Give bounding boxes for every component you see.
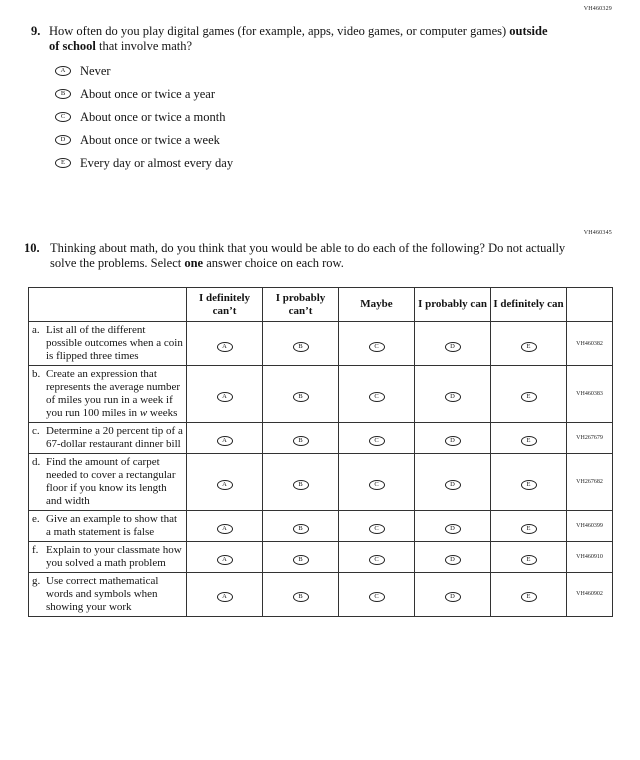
row-letter: b. bbox=[32, 368, 41, 381]
answer-bubble-e[interactable]: E bbox=[521, 392, 537, 402]
header-empty bbox=[29, 288, 187, 322]
answer-bubble-c[interactable]: C bbox=[369, 555, 385, 565]
question-9-number: 9. bbox=[31, 24, 41, 38]
answer-bubble-b[interactable]: B bbox=[293, 392, 309, 402]
answer-cell bbox=[415, 366, 491, 423]
answer-bubble-e[interactable]: E bbox=[521, 436, 537, 446]
answer-bubble-b[interactable]: B bbox=[293, 592, 309, 602]
table-row-e bbox=[29, 510, 613, 541]
row-label-cell bbox=[29, 454, 187, 511]
question-9 bbox=[31, 24, 551, 179]
option-label: About once or twice a month bbox=[80, 110, 226, 124]
table-header-row bbox=[29, 288, 613, 322]
answer-bubble-c[interactable]: C bbox=[369, 342, 385, 352]
answer-cell bbox=[263, 366, 339, 423]
question-9-text-bold: outside of school bbox=[49, 24, 548, 53]
answer-cell bbox=[491, 510, 567, 541]
question-9-options bbox=[31, 64, 551, 170]
table-row-g bbox=[29, 572, 613, 616]
row-text: Explain to your classmate how you solved a math problem bbox=[46, 543, 182, 569]
answer-matrix-table bbox=[28, 287, 613, 617]
header-definitely-cant: I definitely can’t bbox=[187, 288, 263, 322]
answer-cell bbox=[263, 423, 339, 454]
item-code: VH267679 bbox=[567, 423, 613, 454]
answer-bubble-c[interactable]: C bbox=[369, 524, 385, 534]
row-letter: d. bbox=[32, 456, 41, 468]
answer-cell bbox=[263, 541, 339, 572]
answer-bubble-a[interactable]: A bbox=[217, 392, 233, 402]
answer-bubble-c[interactable]: C bbox=[55, 112, 71, 122]
table-row-f bbox=[29, 541, 613, 572]
answer-bubble-a[interactable]: A bbox=[55, 66, 71, 76]
row-text: Find the amount of carpet needed to cover a rectangular floor if you know its length and width bbox=[46, 456, 176, 507]
answer-bubble-d[interactable]: D bbox=[445, 480, 461, 490]
item-code: VH460902 bbox=[567, 572, 613, 616]
answer-bubble-e[interactable]: E bbox=[521, 480, 537, 490]
answer-bubble-b[interactable]: B bbox=[293, 555, 309, 565]
answer-cell bbox=[339, 322, 415, 366]
answer-bubble-c[interactable]: C bbox=[369, 392, 385, 402]
row-letter: a. bbox=[32, 324, 40, 337]
table-row-b bbox=[29, 366, 613, 423]
answer-cell bbox=[491, 541, 567, 572]
answer-bubble-a[interactable]: A bbox=[217, 480, 233, 490]
row-text: Determine a 20 percent tip of a 67-dollar restaurant dinner bill bbox=[46, 425, 183, 451]
answer-cell bbox=[187, 510, 263, 541]
form-code-mid: VH460345 bbox=[583, 230, 612, 236]
answer-bubble-a[interactable]: A bbox=[217, 436, 233, 446]
item-code: VH460382 bbox=[567, 322, 613, 366]
row-label-cell bbox=[29, 541, 187, 572]
row-letter: c. bbox=[32, 425, 40, 438]
answer-cell bbox=[339, 572, 415, 616]
answer-cell bbox=[339, 454, 415, 511]
answer-cell bbox=[415, 454, 491, 511]
answer-bubble-d[interactable]: D bbox=[55, 135, 71, 145]
question-10-text-after: answer choice on each row. bbox=[203, 256, 344, 270]
q9-option-once-twice-month[interactable] bbox=[55, 110, 551, 124]
answer-bubble-d[interactable]: D bbox=[445, 392, 461, 402]
answer-cell bbox=[339, 541, 415, 572]
answer-cell bbox=[187, 366, 263, 423]
answer-cell bbox=[263, 510, 339, 541]
answer-cell bbox=[415, 322, 491, 366]
row-text-variable: w bbox=[139, 407, 148, 420]
row-text bbox=[46, 368, 183, 420]
answer-cell bbox=[263, 572, 339, 616]
answer-cell bbox=[491, 572, 567, 616]
answer-bubble-d[interactable]: D bbox=[445, 436, 461, 446]
answer-bubble-a[interactable]: A bbox=[217, 524, 233, 534]
row-label-cell bbox=[29, 423, 187, 454]
answer-bubble-b[interactable]: B bbox=[293, 524, 309, 534]
answer-cell bbox=[339, 510, 415, 541]
item-code: VH460383 bbox=[567, 366, 613, 423]
answer-bubble-c[interactable]: C bbox=[369, 436, 385, 446]
option-label: Never bbox=[80, 64, 111, 78]
answer-cell bbox=[415, 572, 491, 616]
row-text-after: weeks bbox=[147, 407, 178, 420]
row-label-cell bbox=[29, 366, 187, 423]
header-definitely-can: I definitely can bbox=[491, 288, 567, 322]
row-text: Give an example to show that a math statement is false bbox=[46, 512, 178, 538]
table-row-d bbox=[29, 454, 613, 511]
answer-cell bbox=[339, 366, 415, 423]
question-9-text-after: that involve math? bbox=[95, 39, 193, 53]
option-label: Every day or almost every day bbox=[80, 156, 234, 170]
row-text-before: Create an expression that represents the average number of miles you run in a week if you run 100 miles in bbox=[46, 368, 181, 420]
answer-cell bbox=[415, 541, 491, 572]
answer-bubble-a[interactable]: A bbox=[217, 592, 233, 602]
answer-bubble-a[interactable]: A bbox=[217, 342, 233, 352]
form-code-top: VH460329 bbox=[583, 6, 612, 12]
table-row-c bbox=[29, 423, 613, 454]
header-probably-can: I probably can bbox=[415, 288, 491, 322]
row-text: Use correct mathematical words and symbols when showing your work bbox=[46, 574, 159, 613]
answer-cell bbox=[339, 423, 415, 454]
answer-cell bbox=[415, 510, 491, 541]
answer-bubble-d[interactable]: D bbox=[445, 342, 461, 352]
answer-bubble-e[interactable]: E bbox=[521, 555, 537, 565]
answer-bubble-c[interactable]: C bbox=[369, 480, 385, 490]
answer-cell bbox=[263, 322, 339, 366]
row-label-cell bbox=[29, 510, 187, 541]
row-text: List all of the different possible outcomes when a coin is flipped three times bbox=[46, 324, 183, 363]
row-label-cell bbox=[29, 322, 187, 366]
question-10 bbox=[24, 241, 576, 271]
q9-option-every-day[interactable] bbox=[55, 156, 551, 170]
answer-cell bbox=[491, 322, 567, 366]
answer-bubble-e[interactable]: E bbox=[55, 158, 71, 168]
question-10-text-bold: one bbox=[184, 256, 204, 270]
answer-cell bbox=[491, 454, 567, 511]
answer-cell bbox=[263, 454, 339, 511]
q9-option-once-twice-year[interactable] bbox=[55, 87, 551, 101]
answer-bubble-b[interactable]: B bbox=[293, 436, 309, 446]
row-letter: g. bbox=[32, 574, 41, 587]
row-letter: f. bbox=[32, 543, 39, 556]
answer-cell bbox=[187, 541, 263, 572]
header-code-empty bbox=[567, 288, 613, 322]
answer-cell bbox=[491, 366, 567, 423]
answer-bubble-e[interactable]: E bbox=[521, 592, 537, 602]
answer-bubble-e[interactable]: E bbox=[521, 342, 537, 352]
question-10-text-before: Thinking about math, do you think that you would be able to do each of the following? Do not actually solve the problems. Select bbox=[50, 241, 566, 270]
item-code: VH460399 bbox=[567, 510, 613, 541]
option-label: About once or twice a year bbox=[80, 87, 216, 101]
item-code: VH460910 bbox=[567, 541, 613, 572]
answer-bubble-b[interactable]: B bbox=[55, 89, 71, 99]
item-code: VH267682 bbox=[567, 454, 613, 511]
answer-bubble-c[interactable]: C bbox=[369, 592, 385, 602]
answer-cell bbox=[415, 423, 491, 454]
answer-bubble-e[interactable]: E bbox=[521, 524, 537, 534]
question-9-text-before: How often do you play digital games (for example, apps, video games, or computer games) bbox=[49, 24, 510, 38]
answer-bubble-b[interactable]: B bbox=[293, 342, 309, 352]
question-9-text bbox=[31, 24, 551, 54]
answer-cell bbox=[187, 572, 263, 616]
answer-bubble-d[interactable]: D bbox=[445, 592, 461, 602]
answer-bubble-a[interactable]: A bbox=[217, 555, 233, 565]
answer-cell bbox=[187, 454, 263, 511]
answer-bubble-b[interactable]: B bbox=[293, 480, 309, 490]
option-label: About once or twice a week bbox=[80, 133, 220, 147]
answer-cell bbox=[187, 322, 263, 366]
table-row-a bbox=[29, 322, 613, 366]
answer-bubble-d[interactable]: D bbox=[445, 524, 461, 534]
question-10-text bbox=[24, 241, 576, 271]
row-label-cell bbox=[29, 572, 187, 616]
header-probably-cant: I probably can’t bbox=[263, 288, 339, 322]
answer-cell bbox=[187, 423, 263, 454]
row-letter: e. bbox=[32, 512, 40, 525]
q9-option-never[interactable] bbox=[55, 64, 551, 78]
answer-cell bbox=[491, 423, 567, 454]
answer-bubble-d[interactable]: D bbox=[445, 555, 461, 565]
header-maybe: Maybe bbox=[339, 288, 415, 322]
question-10-number: 10. bbox=[24, 241, 40, 255]
q9-option-once-twice-week[interactable] bbox=[55, 133, 551, 147]
